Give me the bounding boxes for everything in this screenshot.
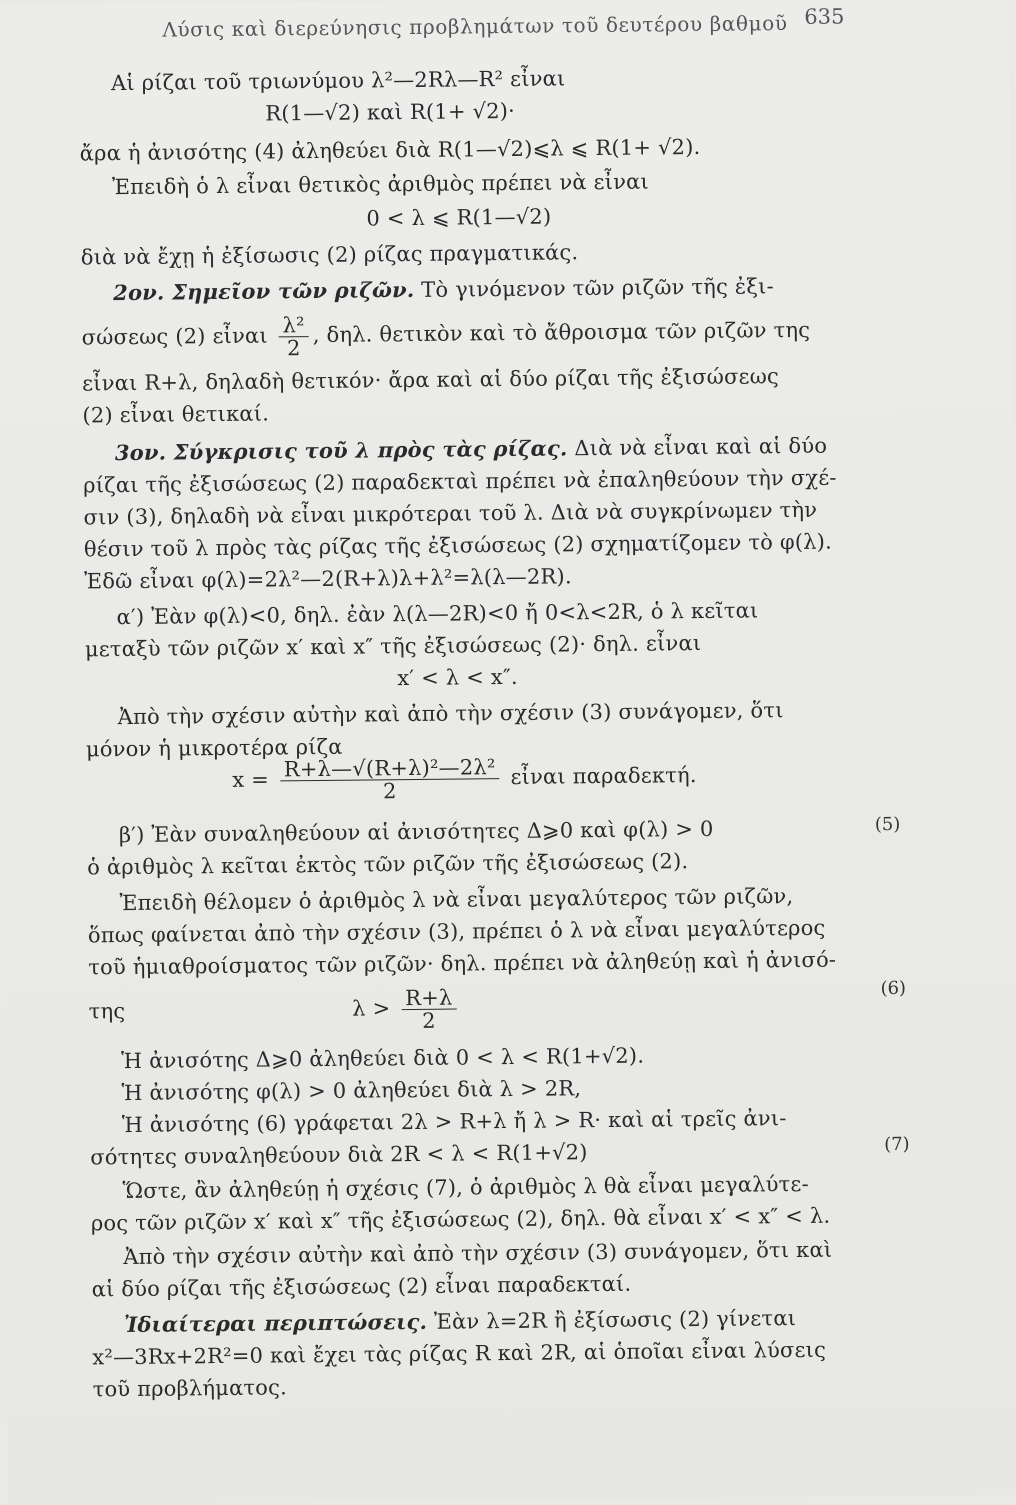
text-line: μεταξὺ τῶν ριζῶν x′ καὶ x″ τῆς ἐξισώσεως (2)· δηλ. εἶναι bbox=[84, 630, 702, 662]
equation-tag: (7) bbox=[884, 1133, 910, 1156]
fraction bbox=[280, 756, 500, 803]
text-line: α′) Ἐὰν φ(λ)<0, δηλ. ἐὰν λ(λ—2R)<0 ἤ 0<λ<2R, ὁ λ κεῖται bbox=[116, 598, 759, 630]
fraction-denominator: 2 bbox=[382, 779, 397, 804]
text-line: ἄρα ἡ ἀνισότης (4) ἀληθεύει διὰ R(1—√2)⩽λ ⩽ R(1+ √2). bbox=[79, 134, 701, 166]
text-line: β′) Ἐὰν συναληθεύουν αἱ ἀνισότητες Δ⩾0 καὶ φ(λ) > 0 bbox=[118, 816, 714, 848]
text-line bbox=[81, 309, 810, 362]
text-line: Ὥστε, ἂν ἀληθεύῃ ἡ σχέσις (7), ὁ ἀριθμὸς λ θὰ εἶναι μεγαλύτε- bbox=[122, 1171, 809, 1204]
text-line: Ἐπειδὴ ὁ λ εἶναι θετικὸς ἀριθμὸς πρέπει νὰ εἶναι bbox=[111, 169, 650, 200]
text-line: Ἀπὸ τὴν σχέσιν αὐτὴν καὶ ἀπὸ τὴν σχέσιν (3) συνάγομεν, ὅτι bbox=[117, 698, 784, 730]
section-text: Τὸ γινόμενον τῶν ριζῶν τῆς ἐξι- bbox=[414, 274, 774, 302]
text-line bbox=[88, 987, 460, 1036]
text-line: τοῦ προβλήματος. bbox=[92, 1375, 288, 1402]
text-line: αἱ δύο ρίζαι τῆς ἐξισώσεως (2) εἶναι παραδεκταί. bbox=[91, 1271, 632, 1302]
text-line bbox=[124, 1305, 796, 1338]
text-line: διὰ νὰ ἔχῃ ἡ ἐξίσωσις (2) ρίζας πραγματικάς. bbox=[80, 240, 579, 270]
section-heading: 2ον. Σημεῖον τῶν ριζῶν. bbox=[113, 276, 415, 306]
line-start: σώσεως (2) εἶναι bbox=[81, 323, 268, 350]
text-line: Ἡ ἀνισότης φ(λ) > 0 ἀληθεύει διὰ λ > 2R, bbox=[121, 1076, 582, 1106]
text-line: Ἐπειδὴ θέλομεν ὁ ἀριθμὸς λ νὰ εἶναι μεγαλύτερος τῶν ριζῶν, bbox=[119, 884, 794, 916]
inequality-lhs: λ > bbox=[352, 996, 391, 1021]
equation-line: R(1—√2) καὶ R(1+ √2)· bbox=[265, 98, 516, 126]
equation-tag: (6) bbox=[880, 977, 907, 1000]
text-line: εἶναι R+λ, δηλαδὴ θετικόν· ἄρα καὶ αἱ δύο ρίζαι τῆς ἐξισώσεως bbox=[82, 364, 780, 396]
fraction-denominator: 2 bbox=[286, 336, 301, 361]
text-line: σότητες συναληθεύουν διὰ 2R < λ < R(1+√2) bbox=[90, 1140, 588, 1170]
text-line: ὅπως φαίνεται ἀπὸ τὴν σχέσιν (3), πρέπει ὁ λ νὰ εἶναι μεγαλύτερος bbox=[87, 915, 826, 948]
page-number: 635 bbox=[804, 4, 845, 29]
text-line: Ἡ ἀνισότης (6) γράφεται 2λ > R+λ ἤ λ > R· καὶ αἱ τρεῖς ἀνι- bbox=[121, 1106, 787, 1138]
equation-rhs: εἶναι παραδεκτή. bbox=[510, 763, 697, 789]
text-line: ὁ ἀριθμὸς λ κεῖται ἐκτὸς τῶν ριζῶν τῆς ἐξισώσεως (2). bbox=[87, 849, 689, 880]
equation-line: 0 < λ ⩽ R(1—√2) bbox=[366, 204, 552, 231]
text-line: τοῦ ἡμιαθροίσματος τῶν ριζῶν· δηλ. πρέπει νὰ ἀληθεύῃ καὶ ἡ ἀνισό- bbox=[88, 947, 837, 980]
line-start: της bbox=[88, 999, 126, 1024]
equation-line bbox=[232, 754, 697, 804]
fraction-numerator: R+λ—√(R+λ)²—2λ² bbox=[280, 756, 500, 781]
fraction-numerator: R+λ bbox=[401, 987, 457, 1011]
text-line bbox=[113, 273, 774, 306]
text-line: (2) εἶναι θετικαί. bbox=[82, 401, 270, 428]
equation-line: x′ < λ < x″. bbox=[397, 664, 518, 691]
text-line: Ἡ ἀνισότης Δ⩾0 ἀληθεύει διὰ 0 < λ < R(1+√2). bbox=[121, 1043, 645, 1074]
fraction bbox=[278, 314, 309, 359]
equation-tag: (5) bbox=[874, 813, 901, 836]
section-heading: 3ον. Σύγκρισις τοῦ λ πρὸς τὰς ρίζας. bbox=[114, 435, 568, 466]
fraction-numerator: λ² bbox=[278, 314, 308, 337]
fraction-denominator: 2 bbox=[422, 1008, 436, 1033]
text-line: x²—3Rx+2R²=0 καὶ ἔχει τὰς ρίζας R καὶ 2R, αἱ ὁποῖαι εἶναι λύσεις bbox=[92, 1337, 827, 1370]
text-line: Αἱ ρίζαι τοῦ τριωνύμου λ²—2Rλ—R² εἶναι bbox=[110, 66, 566, 96]
fraction bbox=[401, 987, 457, 1033]
text-line bbox=[115, 433, 828, 466]
text-line: ρος τῶν ριζῶν x′ καὶ x″ τῆς ἐξισώσεως (2), δηλ. θὰ εἶναι x′ < x″ < λ. bbox=[90, 1203, 831, 1236]
running-header: Λύσις καὶ διερεύνησις προβλημάτων τοῦ δευτέρου βαθμοῦ bbox=[162, 11, 788, 42]
line-end: , δηλ. θετικὸν καὶ τὸ ἄθροισμα τῶν ριζῶν της bbox=[312, 317, 811, 348]
section-text: Διὰ νὰ εἶναι καὶ αἱ δύο bbox=[567, 433, 828, 461]
text-line: μόνον ἡ μικροτέρα ρίζα bbox=[85, 734, 343, 762]
equation-lhs: x = bbox=[232, 767, 270, 792]
equation-line: Ἐδῶ εἶναι φ(λ)=2λ²—2(R+λ)λ+λ²=λ(λ—2R). bbox=[84, 564, 572, 594]
text-line: σιν (3), δηλαδὴ νὰ εἶναι μικρότεραι τοῦ λ. Διὰ νὰ συγκρίνωμεν τὴν bbox=[83, 497, 818, 530]
section-text: Ἐὰν λ=2R ἢ ἐξίσωσις (2) γίνεται bbox=[426, 1306, 797, 1334]
section-heading: Ἰδιαίτεραι περιπτώσεις. bbox=[123, 1308, 428, 1338]
text-line: θέσιν τοῦ λ πρὸς τὰς ρίζας τῆς ἐξισώσεως (2) σχηματίζομεν τὸ φ(λ). bbox=[83, 529, 833, 562]
text-line: Ἀπὸ τὴν σχέσιν αὐτὴν καὶ ἀπὸ τὴν σχέσιν (3) συνάγομεν, ὅτι καὶ bbox=[123, 1237, 833, 1270]
text-line: ρίζαι τῆς ἐξισώσεως (2) παραδεκταὶ πρέπει νὰ ἐπαληθεύουν τὴν σχέ- bbox=[83, 465, 837, 498]
